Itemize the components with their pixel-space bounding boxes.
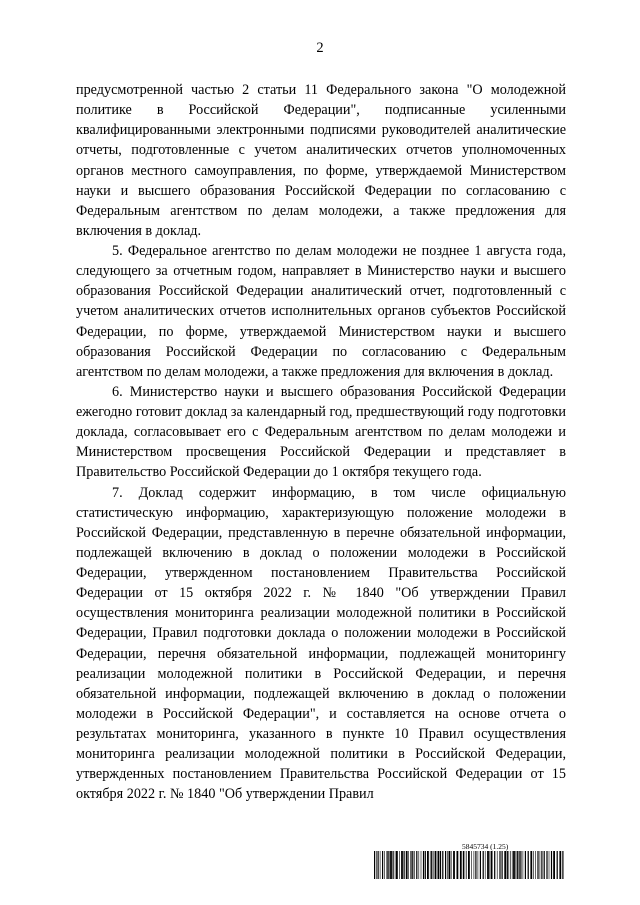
paragraph-continuation: предусмотренной частью 2 статьи 11 Федерального закона "О молодежной политике в Российской Федерации", подписанные усиленными квалифицированными электронными подписями руководителей аналитические отчеты, подготовленные с учетом аналитических отчетов уполномоченных органов местного самоуправления, по форме, утверждаемой Министерством науки и высшего образования Российской Федерации по согласованию с Федеральным агентством по делам молодежи, а также предложения для включения в доклад.: [76, 82, 566, 239]
page-number: 2: [316, 40, 324, 56]
document-body: [76, 80, 566, 805]
paragraph-item-6: 6. Министерство науки и высшего образования Российской Федерации ежегодно готовит доклад за календарный год, предшествующий году подготовки доклада, согласовывает его с Федеральным агентством по делам молодежи и Министерством просвещения Российской Федерации и представляет в Правительство Российской Федерации до 1 октября текущего года.: [76, 383, 566, 481]
document-code: 5845734 (1.25): [462, 842, 509, 851]
paragraph-item-5: 5. Федеральное агентство по делам молодежи не позднее 1 августа года, следующего за отчетным годом, направляет в Министерство науки и высшего образования Российской Федерации аналитический отчет, подготовленный с учетом аналитических отчетов исполнительных органов субъектов Российской Федерации, по форме, утверждаемой Министерством науки и высшего образования Российской Федерации по согласованию с Федеральным агентством по делам молодежи, а также предложения для включения в доклад.: [76, 243, 566, 380]
barcode: [374, 851, 564, 879]
paragraph-item-7: 7. Доклад содержит информацию, в том числе официальную статистическую информацию, характеризующую положение молодежи в Российской Федерации, представленную в перечне обязательной информации, подлежащей включению в доклад о положении молодежи в Российской Федерации, утвержденном постановлением Правительства Российской Федерации от 15 октября 2022 г. № 1840 "Об утверждении Правил осуществления мониторинга реализации молодежной политики в Российской Федерации, Правил подготовки доклада о положении молодежи в Российской Федерации, перечня обязательной информации, подлежащей мониторингу реализации молодежной политики в Российской Федерации, и перечня обязательной информации, подлежащей включению в доклад о положении молодежи в Российской Федерации", и составляется на основе отчета о результатах мониторинга, указанного в пункте 10 Правил осуществления мониторинга реализации молодежной политики в Российской Федерации, утвержденных постановлением Правительства Российской Федерации от 15 октября 2022 г. № 1840 "Об утверждении Правил: [76, 484, 566, 803]
